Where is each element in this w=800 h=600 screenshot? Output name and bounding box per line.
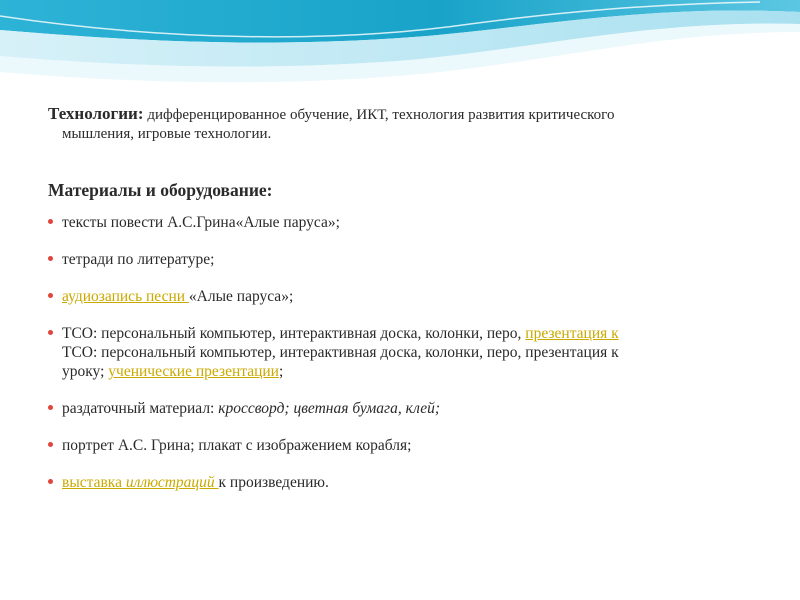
header-wave-decoration — [0, 0, 800, 90]
illustrations-link-text: иллюстраций — [125, 474, 219, 491]
tso-line-1 — [62, 324, 748, 343]
item-text: «Алые паруса»; — [188, 288, 294, 305]
bullet-icon — [48, 442, 53, 447]
slide-content — [48, 104, 748, 510]
exhibition-link[interactable] — [62, 474, 219, 491]
list-item — [48, 250, 748, 269]
bullet-icon — [48, 405, 53, 410]
presentation-link[interactable]: презентация к — [525, 325, 619, 342]
list-item — [48, 436, 748, 455]
list-item — [48, 287, 748, 306]
bullet-icon — [48, 256, 53, 261]
item-text: портрет А.С. Грина; плакат с изображением корабля; — [62, 437, 412, 454]
item-text: ; — [278, 363, 284, 380]
item-text: к произведению. — [218, 474, 329, 491]
item-text: ТСО: персональный компьютер, интерактивная доска, колонки, перо, — [62, 325, 526, 342]
student-presentations-link[interactable]: ученические презентации — [108, 363, 279, 380]
item-text: раздаточный материал: — [62, 400, 219, 417]
materials-heading: Материалы и оборудование: — [48, 180, 273, 200]
technologies-paragraph — [48, 104, 748, 144]
bullet-icon — [48, 293, 53, 298]
bullet-icon — [48, 330, 53, 335]
tso-line-3 — [62, 363, 283, 380]
list-item — [48, 213, 748, 232]
bullet-icon — [48, 479, 53, 484]
item-text: тетради по литературе; — [62, 251, 215, 268]
item-italic-text: кроссворд; цветная бумага, клей; — [218, 400, 441, 417]
audio-link[interactable]: аудиозапись песни — [62, 288, 189, 305]
list-item — [48, 399, 748, 418]
list-item — [48, 473, 748, 492]
list-item — [48, 324, 748, 381]
bullet-icon — [48, 219, 53, 224]
tso-line-2: ТСО: персональный компьютер, интерактивная доска, колонки, перо, презентация к — [62, 344, 619, 361]
exhibition-link-text: выставка — [62, 474, 126, 491]
item-text: уроку; — [62, 363, 109, 380]
technologies-text-line2: мышления, игровые технологии. — [62, 126, 272, 142]
item-text: тексты повести А.С.Грина«Алые паруса»; — [62, 214, 340, 231]
materials-list — [48, 213, 748, 492]
technologies-label: Технологии: — [48, 104, 144, 123]
technologies-text-line1: дифференцированное обучение, ИКТ, технология развития критического — [147, 107, 615, 123]
